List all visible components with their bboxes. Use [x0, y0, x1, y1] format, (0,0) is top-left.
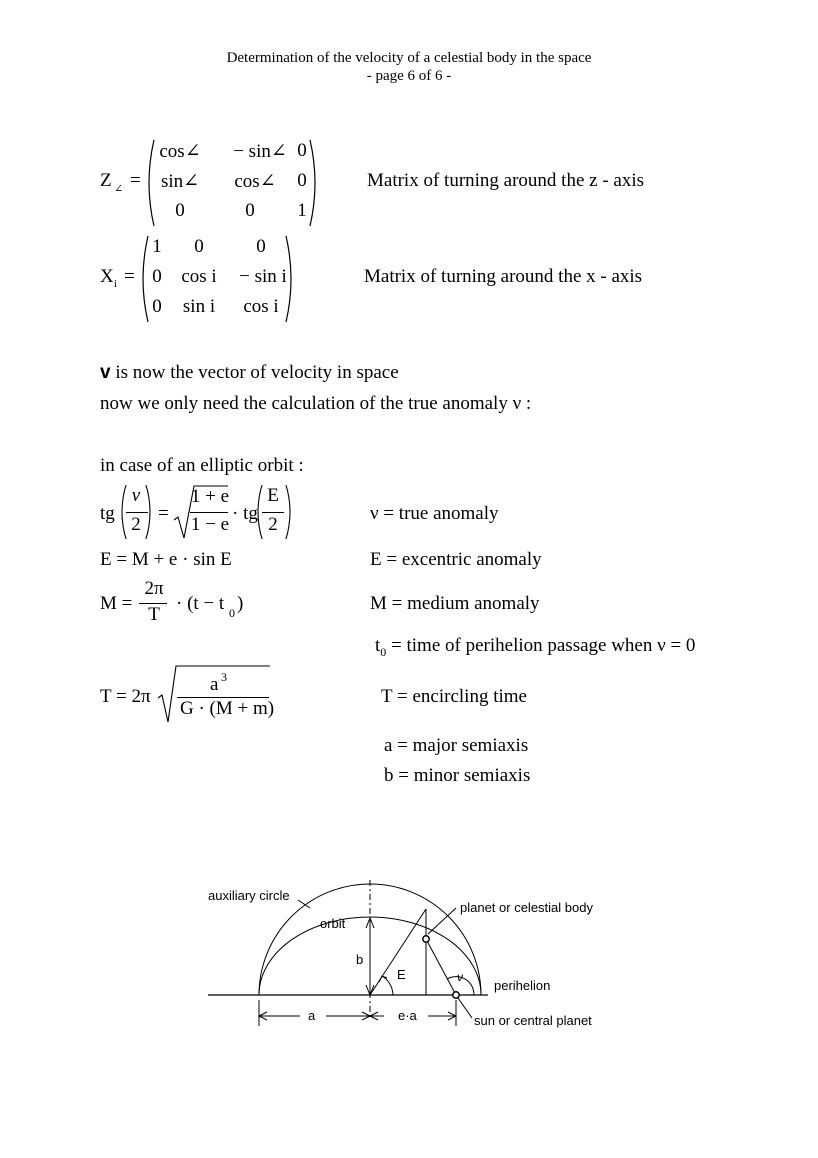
orbit-diagram [0, 850, 818, 1050]
label-auxiliary-circle: auxiliary circle [208, 888, 290, 903]
elliptic-orbit-heading: in case of an elliptic orbit : [100, 455, 304, 476]
definition-M: M = medium anomaly [370, 593, 540, 614]
one-plus-e: 1 + e [190, 486, 230, 507]
tg-left: tg [100, 503, 115, 524]
a-exponent: 3 [221, 670, 227, 684]
nu-numerator: ν [131, 485, 141, 506]
eccentric-anomaly-line [370, 909, 426, 995]
a-base: a [210, 674, 219, 695]
matrix-x-cell: 1 [152, 236, 162, 257]
t0-sub: 0 [380, 644, 387, 659]
two-denominator: 2 [131, 514, 141, 535]
t0-symbol: t [375, 635, 381, 656]
matrix-x-eq: = [124, 266, 135, 287]
label-nu: ν [457, 970, 463, 984]
definition-b: b = minor semiaxis [384, 765, 531, 786]
matrix-x-cell: cos i [243, 296, 279, 317]
matrix-z-cell: 0 [245, 200, 255, 221]
label-planet: planet or celestial body [460, 900, 593, 915]
velocity-statement [100, 362, 399, 384]
T-left: T = 2π [100, 686, 151, 707]
label-a: a [308, 1008, 316, 1023]
fraction-bar [190, 512, 228, 513]
matrix-z-cell: 0 [297, 170, 307, 191]
definition-T: T = encircling time [381, 686, 527, 707]
label-b: b [356, 952, 364, 967]
T-denominator: G · (M + m) [180, 698, 275, 719]
matrix-z-description: Matrix of turning around the z - axis [367, 170, 645, 191]
velocity-statement-text: is now the vector of velocity in space [110, 362, 399, 383]
matrix-z-cell: 1 [297, 200, 307, 221]
two-denominator: 2 [268, 514, 278, 535]
fraction-bar [126, 512, 148, 513]
velocity-symbol: v [100, 362, 111, 383]
matrix-x-name: X [100, 266, 114, 287]
matrix-z-cell: sin∠ [160, 171, 200, 192]
matrix-z-cell: 0 [297, 140, 307, 161]
label-E: E [397, 967, 406, 982]
matrix-z-cell: cos∠ [159, 141, 201, 162]
label-perihelion: perihelion [494, 978, 551, 993]
label-ea: e·a [398, 1008, 417, 1023]
two-pi-numerator: 2π [144, 578, 164, 599]
matrix-x-cell: − sin i [239, 266, 287, 287]
matrix-z-sub: ∠ [114, 183, 124, 195]
label-sun: sun or central planet [474, 1013, 592, 1028]
close-paren: ) [237, 593, 244, 614]
label-orbit: orbit [320, 916, 346, 931]
radius-vector-line [426, 939, 456, 995]
t0-text: = time of perihelion passage when ν = 0 [386, 635, 696, 656]
planet-marker [423, 936, 429, 942]
M-right: · (t − t [176, 593, 225, 614]
page-number: - page 6 of 6 - [366, 68, 452, 84]
kepler-equation: E = M + e · sin E [100, 549, 232, 570]
t0-subscript: 0 [229, 606, 235, 620]
matrix-x-cell: 0 [194, 236, 204, 257]
matrix-x-description: Matrix of turning around the x - axis [364, 266, 643, 287]
dot-tg: · tg [232, 503, 258, 524]
definition-E: E = excentric anomaly [370, 549, 542, 570]
true-anomaly-statement: now we only need the calculation of the true anomaly ν : [100, 393, 532, 414]
matrix-x-cell: sin i [182, 296, 216, 317]
one-minus-e: 1 − e [190, 514, 230, 535]
page-header-title: Determination of the velocity of a celestial body in the space [226, 50, 592, 66]
matrix-z-eq: = [130, 170, 141, 191]
matrix-z-name: Z [100, 170, 112, 191]
matrix-z-cell: − sin∠ [233, 141, 287, 162]
matrix-x-cell: cos i [181, 266, 217, 287]
M-left: M = [100, 593, 133, 614]
definition-t0 [375, 635, 695, 660]
fraction-bar [262, 512, 284, 513]
equals-sign: = [158, 503, 169, 524]
T-denominator: T [148, 604, 160, 625]
matrix-x-cell: 0 [256, 236, 266, 257]
definition-nu: ν = true anomaly [370, 503, 499, 524]
definition-a: a = major semiaxis [384, 735, 529, 756]
matrix-x-cell: 0 [152, 266, 162, 287]
matrix-x-sub: i [114, 278, 118, 290]
matrix-z-cell: 0 [175, 200, 185, 221]
matrix-z-cell: cos∠ [234, 171, 276, 192]
matrix-x-cell: 0 [152, 296, 162, 317]
sun-marker [453, 992, 459, 998]
E-numerator: E [267, 485, 279, 506]
